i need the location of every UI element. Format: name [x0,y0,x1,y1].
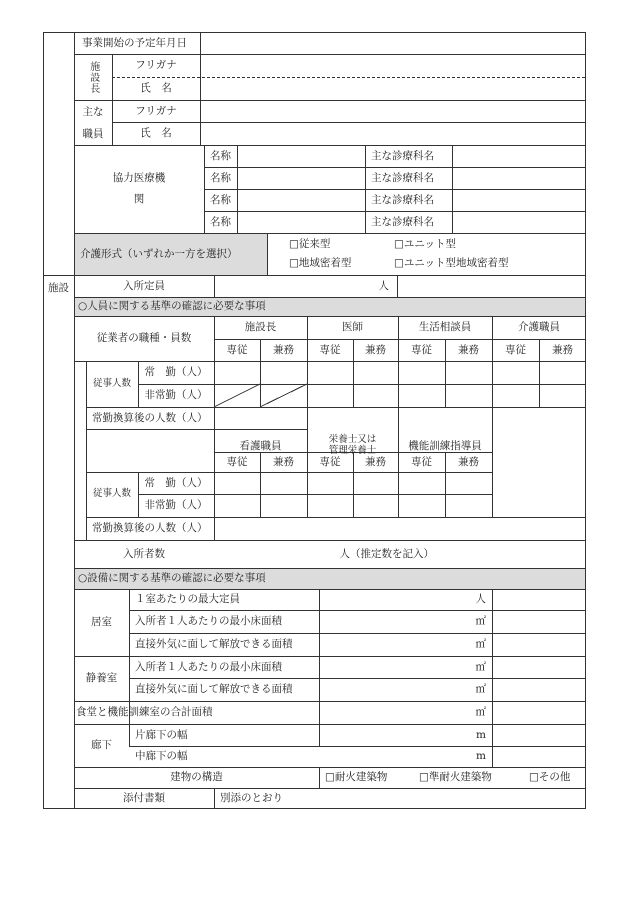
director-name-input[interactable] [200,77,586,100]
staff-count-label: 従事人数 [92,377,131,389]
medical-label: 協力医療機関 [112,172,166,205]
director-furigana-label: フリガナ [135,59,177,72]
sub-concurrent: 兼務 [458,455,479,468]
medical-dept-label: 主な診療科名 [371,149,434,162]
medical-name-label: 名称 [210,149,231,162]
dining-unit: ㎡ [475,706,486,719]
staffing-section-title: ○人員に関する基準の確認に必要な事項 [78,300,266,313]
room-label: 居室 [91,616,112,629]
medical-dept-label: 主な診療科名 [371,193,434,206]
director-name-label: 氏 名 [140,82,172,95]
attachment-value: 別添のとおり [220,792,283,805]
room-row: 直接外気に面して解放できる面積 [135,638,293,651]
corridor-unit: m [476,750,486,763]
capacity-label: 入所定員 [123,279,165,292]
role-care-worker: 介護職員 [518,321,560,334]
medical-dept-label: 主な診療科名 [371,171,434,184]
sub-fulltime: 専従 [411,455,432,468]
role-doctor: 医師 [342,321,363,334]
structure-option-other[interactable]: □その他 [529,771,571,784]
medical-name-label: 名称 [210,193,231,206]
director-furigana-input[interactable] [200,54,586,77]
corridor-row: 片廊下の幅 [135,728,188,741]
application-form [43,32,586,809]
role-nutritionist: 栄養士又は 管理栄養士 [328,433,377,456]
sub-fulltime: 専従 [226,455,248,468]
capacity-unit: 人 [378,279,389,292]
main-staff-name-label: 氏 名 [140,127,172,140]
care-type-option-community[interactable]: □地域密着型 [289,257,352,270]
structure-option-semi-fireproof[interactable]: □準耐火建築物 [419,771,492,784]
medical-name-label: 名称 [210,171,231,184]
residents-label: 入所者数 [123,547,165,560]
staffing-header: 従業者の職種・員数 [96,332,192,345]
sub-concurrent: 兼務 [458,343,479,356]
fulltime-count-label: 常 勤（人） [144,366,208,379]
structure-label: 建物の構造 [170,771,223,784]
start-date-value[interactable] [200,32,586,54]
sub-fulltime: 専従 [411,343,432,356]
sub-fulltime: 専従 [505,343,526,356]
care-type-option-conventional[interactable]: □従来型 [289,238,331,251]
main-staff-furigana-label: フリガナ [135,104,177,117]
room-unit: ㎡ [475,615,486,628]
role-counselor: 生活相談員 [418,321,472,334]
room-row: 入所者１人あたりの最小床面積 [135,615,282,628]
start-date-label: 事業開始の予定年月日 [82,36,187,49]
attachment-label: 添付書類 [123,792,165,805]
corridor-unit: m [476,728,486,741]
quiet-room-label: 静養室 [85,672,118,685]
staff-count-label: 従事人数 [92,488,131,500]
care-type-label: 介護形式（いずれか一方を選択） [80,247,238,260]
fte-count-label: 常勤換算後の人数（人） [92,522,208,535]
residents-value: 人（推定数を記入） [339,547,434,560]
room-unit: 人 [475,593,486,606]
quiet-room-unit: ㎡ [475,683,486,696]
structure-option-fireproof[interactable]: □耐火建築物 [325,771,388,784]
role-functional-trainer: 機能訓練指導員 [408,440,482,453]
quiet-room-row: 直接外気に面して解放できる面積 [135,683,293,696]
sub-concurrent: 兼務 [365,343,386,356]
sub-concurrent: 兼務 [273,343,294,356]
dining-label: 食堂と機能訓練室の合計面積 [76,706,213,719]
fulltime-count-label: 常 勤（人） [144,476,208,489]
sub-concurrent: 兼務 [365,455,386,468]
sub-concurrent: 兼務 [552,343,573,356]
room-unit: ㎡ [475,638,486,651]
sub-concurrent: 兼務 [273,455,294,468]
corridor-row: 中廊下の幅 [135,750,188,763]
main-staff-label: 主な職員 [82,105,104,140]
corridor-label: 廊下 [91,739,112,752]
parttime-count-label: 非常勤（人） [144,499,208,512]
sub-fulltime: 専従 [226,343,248,356]
quiet-room-unit: ㎡ [475,660,486,673]
sub-fulltime: 専従 [319,455,341,468]
room-row: １室あたりの最大定員 [135,593,240,606]
sub-fulltime: 専従 [319,343,341,356]
role-director: 施設長 [244,321,277,334]
medical-dept-label: 主な診療科名 [371,215,434,228]
facility-section-title: ○設備に関する基準の確認に必要な事項 [78,572,266,585]
medical-name-label: 名称 [210,215,231,228]
care-type-option-unit-community[interactable]: □ユニット型地域密着型 [394,257,509,270]
side-label: 施設 [48,281,69,294]
role-nurse: 看護職員 [239,440,282,453]
parttime-count-label: 非常勤（人） [144,389,208,402]
fte-count-label: 常勤換算後の人数（人） [92,411,208,424]
director-label: 施設長 [87,60,99,94]
care-type-option-unit[interactable]: □ユニット型 [394,238,457,251]
quiet-room-row: 入所者１人あたりの最小床面積 [135,660,282,673]
